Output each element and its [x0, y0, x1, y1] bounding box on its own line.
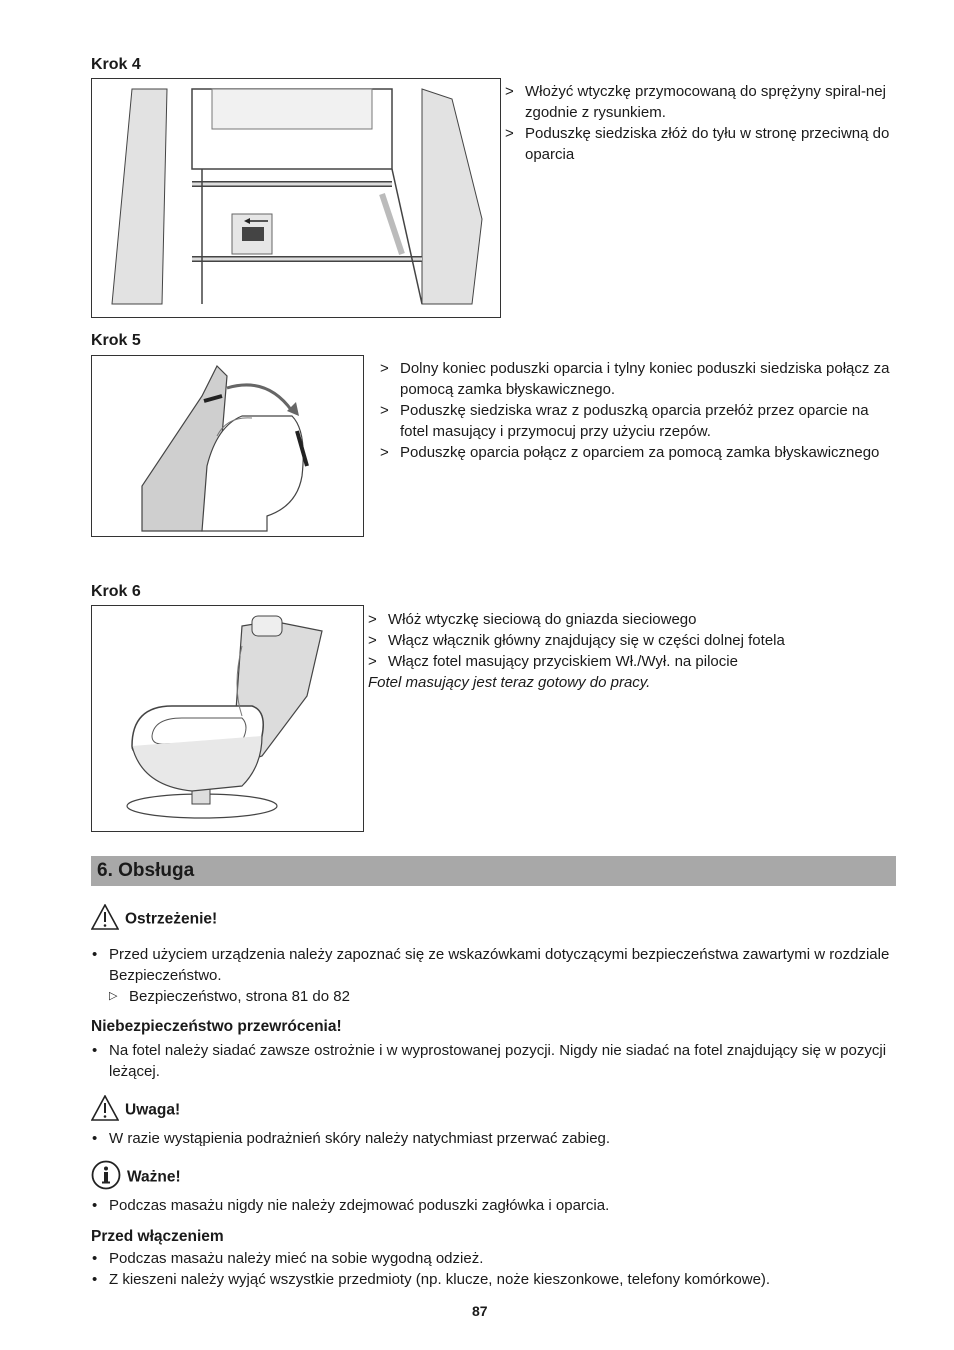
section-heading [91, 856, 896, 886]
info-icon [91, 1160, 121, 1195]
list-item: • W razie wystąpienia podrażnień skóry należy natychmiast przerwać zabieg. [92, 1130, 611, 1147]
caution-block [91, 1128, 891, 1149]
step-5-instructions [380, 358, 890, 463]
step-6-title: Krok 6 [91, 583, 141, 600]
tipping-heading: Niebezpieczeństwo przewrócenia! [91, 1018, 342, 1035]
list-item: • Na fotel należy siadać zawsze ostrożnie i w wyprostowanej pozycji. Nigdy nie siadać na fotel znajdujący się w pozycji leżącej. [92, 1042, 887, 1080]
list-item: > Włącz włącznik główny znajdujący się w części dolnej fotela [368, 632, 785, 649]
list-item: > Poduszkę siedziska wraz z poduszką oparcia przełóż przez oparcie na fotel masujący i przymocuj przy użyciu rzepów. [380, 402, 869, 440]
list-item: • Przed użyciem urządzenia należy zapoznać się ze wskazówkami dotyczącymi bezpieczeństwa zawartymi w rozdziale Bezpieczeństwo. [92, 946, 890, 984]
list-item: > Włożyć wtyczkę przymocowaną do sprężyny spiral-nej zgodnie z rysunkiem. [505, 83, 886, 121]
step-4-instructions [505, 81, 900, 165]
list-item: > Dolny koniec poduszki oparcia i tylny koniec poduszki siedziska połącz za pomocą zamka błyskawicznego. [380, 360, 890, 398]
before-block [91, 1248, 891, 1290]
important-block [91, 1195, 891, 1216]
list-item: > Włóż wtyczkę sieciową do gniazda sieciowego [368, 611, 697, 628]
list-item: > Włącz fotel masujący przyciskiem Wł./Wył. na pilocie [368, 653, 738, 670]
chair-base-illustration [92, 79, 500, 317]
list-item: • Podczas masażu należy mieć na sobie wygodną odzież. [92, 1250, 484, 1267]
list-item: > Poduszkę oparcia połącz z oparciem za pomocą zamka błyskawicznego [380, 444, 880, 461]
step-4-figure [91, 78, 501, 318]
massage-chair-illustration [92, 606, 363, 831]
list-item: • Z kieszeni należy wyjąć wszystkie przedmioty (np. klucze, noże kieszonkowe, telefony komórkowe). [92, 1271, 771, 1288]
list-item: > Poduszkę siedziska złóż do tyłu w stronę przeciwną do oparcia [505, 125, 890, 163]
tipping-block [91, 1040, 891, 1082]
step-6-instructions [368, 609, 888, 693]
section-title: Obsługa [118, 860, 195, 881]
important-heading: Ważne! [91, 1160, 181, 1195]
step-5-title: Krok 5 [91, 332, 141, 349]
step-4-title: Krok 4 [91, 56, 141, 73]
ready-note: Fotel masujący jest teraz gotowy do pracy. [368, 674, 651, 691]
caution-heading: Uwaga! [91, 1095, 180, 1126]
list-item: • Podczas masażu nigdy nie należy zdejmować poduszki zagłówka i oparcia. [92, 1197, 610, 1214]
section-number: 6. [97, 860, 113, 881]
warning-heading: Ostrzeżenie! [91, 904, 891, 935]
warning-block [91, 944, 891, 1007]
before-heading: Przed włączeniem [91, 1228, 224, 1245]
step-6-figure [91, 605, 364, 832]
reference-link[interactable]: ▷ Bezpieczeństwo, strona 81 do 82 [109, 988, 350, 1005]
warning-triangle-icon [91, 904, 119, 935]
step-5-figure [91, 355, 364, 537]
warning-triangle-icon [91, 1095, 119, 1126]
triangle-right-icon: ▷ [109, 990, 118, 1002]
cushion-illustration [92, 356, 363, 536]
page-number: 87 [472, 1303, 488, 1319]
